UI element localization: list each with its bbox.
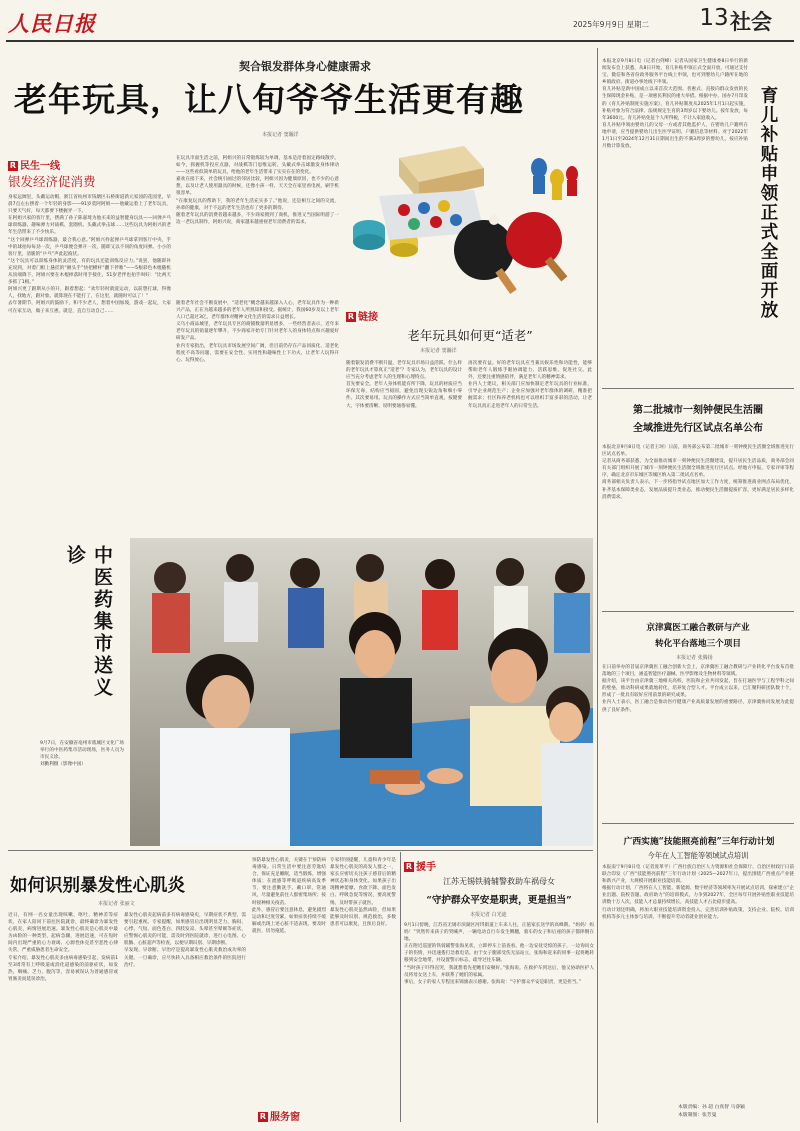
link-column-1: 随着银发消费不断升温，老年玩具市场日益活跃。什么样的老年玩具才算真正“适老”？专家认为，老年玩具的设计应当充分考虑老年人的生理和心理特点。 首先要安全。老年人身体机能有所下降，玩具的材质应当环保无毒，结构应当稳固，避免出现尖锐边角和细小零件。其次要易用。玩具的操作方式应当简单直观，按键要大、字体要清晰、说明要通俗易懂。 xyxy=(346,361,462,409)
link-tag-label: 链接 xyxy=(358,312,378,323)
divider-right-2 xyxy=(602,611,794,612)
service-tag xyxy=(258,1108,358,1123)
gx-headline: 广西实施“技能照亮前程”三年行动计划 xyxy=(623,837,775,847)
help-headline: “守护群众平安是职责，更是担当” xyxy=(426,895,572,906)
gx-body: 本报南宁9月8日电（记者庞革平）广西壮族自治区人力资源和社会保障厅、自治区财政厅日前联合印发《广西“技能照亮前程”三年行动计划（2025—2027年）》，提出围绕广西重点产业链和新兴产业，大规模开展职业技能培训。 根据行动计划，广西将在人工智能、新能源、数字经济等领域率先开展试点培训，探索建立“企业出题、院校答题、政府助力”的培训模式，力争到2027年，全区每年开展补贴性职业技能培训数十万人次，技能人才总量持续增长，高技能人才占比稳步提高。 行动计划还明确，将加大职业技能培训资金投入，完善培训补贴政策，支持企业、院校、培训机构等多元主体参与培训，不断提升劳动者就业创业能力。 xyxy=(602,865,794,920)
lead-column-3: 随着老年社会不断发展中，“适老化”概念越来越深入人心，老年玩具作为一种新兴产品，正在为越来越多的老年人所熟知和接受。据统计，我国60岁及以上老年人口已超过3亿，老年群体对精神文化生活的需求日益增长。 义乌小商品城里，老年玩具专区的商铺数量明显增多，一些经营者表示，近年来老年玩具的销量逐年攀升，不少商家开始专门针对老年人的身体特点和兴趣爱好研发产品。 业内专家指出，老年玩具市场发展空间广阔，但目前仍存在产品同质化、适老化程度不高等问题，需要在安全性、实用性和趣味性上下功夫，让老年人玩得开心、玩得放心。 xyxy=(176,301,339,363)
shop-body: 本报北京9月8日电（记者王珂）日前，商务部公布第二批城市一刻钟便民生活圈全域推进先行区试点名单。 记者从商务部获悉，为全面推动城市一刻钟便民生活圈建设，提升居民生活品质，商务部会同有关部门组织开展了城市一刻钟便民生活圈全域推进先行区试点。经地方申报、专家评审等程序，确定北京市东城区等城区纳入第二批试点名单。 商务部相关负责人表示，下一步将指导试点地区加大工作力度，统筹推进商业网点布局优化，补齐基本保障类业态，发展品质提升类业态，推动便民生活圈提质扩容，更好满足居民多样化消费需求。 xyxy=(602,445,794,500)
help-kicker: 江苏无锡铁骑辅警救助车祸母女 xyxy=(443,877,555,886)
link-column-2: 再次要有益。好的老年玩具应当兼具娱乐性和功能性，能够帮助老年人锻炼手眼协调能力、活跃思维、促进社交。此外，还要注重情感陪伴，满足老年人的精神需求。 业内人士建议，相关部门应加快制定老年玩具的行业标准，引导企业规范生产；企业应加强对老年群体的调研，精准把握需求；社区和养老机构也可以组织丰富多彩的活动，让老年玩具真正走进老年人的日常生活。 xyxy=(468,361,592,409)
help-byline: 本报记者 白光迪 xyxy=(470,912,507,918)
childcare-headline: 育儿补贴申领正式全面开放 xyxy=(758,86,778,320)
divider-right-column xyxy=(597,48,598,1123)
link-tag xyxy=(346,308,426,323)
photo-icon xyxy=(130,538,593,846)
lead-byline: 本报记者 窦瀚洋 xyxy=(262,132,299,138)
masthead-date: 2025年9月9日 星期二 xyxy=(573,20,650,29)
masthead-logo: 人民日报 xyxy=(8,11,96,36)
childcare-body: 本报北京9月8日电（记者白剑峰）记者从国家卫生健康委8日举行的新闻发布会上获悉，从8日开始，育儿补贴申领正式全面开放，可通过支付宝、微信和各省份政务服务平台线上申领，也可到婴幼儿户籍所在地的乡镇政府、街道办事处线下申领。 育儿补贴是新中国成立以来首次大范围、普惠式、直接向群众发放的民生保障现金补贴，是一项惠民利民的重大举措。根据中办、国办7月印发的《育儿补贴制度实施方案》，育儿补贴制度从2025年1月1日起实施，补贴对象为符合法律、法规规定生育的3周岁以下婴幼儿。按年发放，每年3600元。育儿补贴免征个人所得税，不计入家庭收入。 育儿补贴申领由婴幼儿的父母一方或者其他监护人，在婴幼儿户籍所在地申请，应当提供婴幼儿出生医学证明、户籍信息等材料。对于2022年1月1日至2024年12月31日期间出生的不满3周岁的婴幼儿，按应补贴月数计算发放。 xyxy=(602,59,748,150)
lead-kicker: 契合银发群体身心健康需求 xyxy=(239,60,371,73)
link-title: 老年玩具如何更“适老” xyxy=(407,328,533,343)
masthead-page-number: 13 xyxy=(699,5,729,31)
tag-marker-icon: R xyxy=(259,1112,267,1121)
toys-icon xyxy=(344,128,592,298)
tag-marker-icon: R xyxy=(405,862,413,871)
gx-subtitle: 今年在人工智能等领域试点培训 xyxy=(647,851,749,860)
heart-byline: 本报记者 张丽文 xyxy=(98,901,135,907)
help-tag xyxy=(404,858,484,873)
lead-headline: 老年玩具，让八旬爷爷生活更有趣 xyxy=(14,80,524,119)
heart-column-1: 近日，有网一名女童出现咳嗽、呕吐、精神差等症状，在家人陪同下前往医院就诊，最终确诊为暴发性心肌炎，病情进展迅速。暴发性心肌炎是心肌炎中最为凶险的一种类型，起病急骤，进展迅速，可在短时间内出现严重的心力衰竭、心源性休克甚至恶性心律失常，严重威胁患者生命安全。 专家介绍，暴发性心肌炎多由病毒感染引起，发病前1至3周常有上呼吸道或消化道感染的前驱症状，如发热、咽痛、乏力、腹泻等，容易被误认为普通感冒或胃肠炎而延误诊治。 xyxy=(8,913,118,982)
photo-caption: 9月7日，在安徽省亳州市谯城区文化广场举行的中医药集市活动现场，医务人员为市民义诊。 刘勤利摄（影像中国） xyxy=(40,741,124,767)
jjj-headline: 京津冀医工融合教研与产业 转化平台落地三个项目 xyxy=(646,623,750,649)
heart-column-3: 预防暴发性心肌炎，关键在于预防病毒感染。日常生活中要注意劳逸结合，保证充足睡眠，适当锻炼，增强体质；在流感等呼吸道疾病高发季节，要注意勤洗手、戴口罩、常通风，尽量避免前往人群密集场所；按时接种相关疫苗。 此外，感冒后要注意休息，避免剧烈运动和过度劳累，如果症状持续不缓解或出现上述心脏不适表现，要及时就医，切勿拖延。 xyxy=(252,858,326,934)
tag-marker-icon: R xyxy=(347,312,355,321)
divider-help xyxy=(400,852,401,1122)
help-tag-label: 援手 xyxy=(416,862,436,873)
masthead-section: 社会 xyxy=(730,10,772,34)
editors-credit: 本版责编：孙 超 白真智 马睿颖 本版制图：张芳曼 xyxy=(678,1105,745,1118)
heart-column-4: 专家特别提醒，儿童和青少年是暴发性心肌炎的高发人群之一，家长应密切关注孩子感冒后的精神状态和身体变化。如果孩子出现精神萎靡、食欲下降、面色发白、呼吸急促等情况，要高度警惕，及时带孩子就医。 暴发性心肌炎虽然凶险，但如果能够及时识别、规范救治，多数患者可以康复，且预后良好。 xyxy=(330,858,396,927)
heart-column-2: 暴发性心肌炎起病前多有病毒感染史，早期症状不典型，需要引起重视。专家提醒，如果感冒后出现明显乏力、胸闷、心悸、气短、面色苍白、四肢发凉、头晕甚至晕厥等症状，应警惕心肌炎的可能，需及时到医院就诊，进行心电图、心肌酶、心脏超声等检查，以便早期识别、早期诊断。 早发现、早诊断、早治疗是提高暴发性心肌炎救治成功率的关键。一旦确诊，应尽快转入具备相应救治条件的医院进行治疗。 xyxy=(124,913,246,968)
divider-right-1 xyxy=(602,388,794,389)
medical-fair-photo xyxy=(130,538,593,846)
heart-headline: 如何识别暴发性心肌炎 xyxy=(10,876,185,896)
lead-sub-tag-label: 民生一线 xyxy=(20,161,60,172)
lead-sub-tag xyxy=(8,157,118,172)
link-byline: 本报记者 窦瀚洋 xyxy=(420,348,457,354)
lead-column-2: 在玩具市面生活之前，阿姐兴的日常锻炼较为单调，基本是沿着固定路线散步。如今，抓握机等投应点器，对战棋等门思维运转，头戴式拳击球激发身体律动——这些看似简单的玩具，给他的老年生活带来了实实在在的变化。 嘉欢在接下来，社会统引画过的邻居比较，阿姐兴因为健康原因，也不少的心意想，以及让老人使用器具的时候，还像小孩一样，天天全在家里看电视，刷手机很容单。 “在康复玩具的帮助下，我的老年生活充实多了。”他说，还是相互之间的交流，孙辈的健康，对于不远的老年生活也有了更多的期待。 随着老年玩具的消费者越来越多，不少商家拥到了商机，推进又当国际明游了一边一老玩具制作，阿姐兴说，商家越来越重视老年消费者的需求。 xyxy=(176,156,339,225)
tag-marker-icon: R xyxy=(9,161,17,170)
jjj-body: 在日前举办的首届京津冀医工融合创新大会上，京津冀医工融合教研与产业转化平台发布首批落地的三个项目，涵盖智能医疗器械、医学影像及生物材料等领域。 据介绍，该平台由京津冀三地相关高校、医院和企业共同发起，旨在打通医学与工程学科之间的壁垒，推动科研成果就地转化，培养复合型人才。平台成立以来，已汇聚科研团队数十个，形成了一批具有较好应用前景的研究成果。 业内人士表示，医工融合是推动医疗健康产业高质量发展的重要路径，京津冀协同发展为此提供了良好条件。 xyxy=(602,665,794,713)
help-body: 9月1日傍晚，江苏省无锡市滨湖区河埒街道上车来人往，正值家长送学的高峰期。“妈妈！妈妈！”突然传来孩子的哭喊声，一辆电动自行车发生侧翻，骑车的女子和后座的孩子都摔倒在地。 正在附近巡逻的铁骑辅警张海见状，立即停车上前查看。他一边安抚受惊的孩子，一边询问女子的伤情，并迅速拨打急救电话。由于女子腿部受伤无法站立，张海和赶来的同事一起将她转移到安全地带，并设置警示标志，疏导过往车辆。 “当时孩子吓得直哭，我就想着先把她们安顿好。”张海说。在救护车到达后，他又协助医护人员将母女送上车，并联系了她们的家属。 事后，女子的家人专程送来锦旗表示感谢。张海说：“守护群众平安是职责，更是担当。” xyxy=(404,923,594,985)
shop-headline: 第二批城市一刻钟便民生活圈 全域推进先行区试点名单公布 xyxy=(633,405,763,434)
masthead-rule xyxy=(6,40,794,42)
toys-illustration xyxy=(344,128,592,298)
lead-sub-title: 银发经济促消费 xyxy=(8,174,96,189)
jjj-byline: 本报记者 张腾扬 xyxy=(676,655,713,661)
photo-vertical-title: 中医药集市送义诊 xyxy=(64,545,113,699)
divider-right-3 xyxy=(602,823,794,824)
service-tag-label: 服务窗 xyxy=(270,1112,300,1123)
divider-mid-left xyxy=(8,850,593,851)
lead-column-1: 身家远阔里，头戴运动帽，浙江省杭州市钱塘区石桥街道新元家园的花园里，早晨7点左右摆着一个年轻的身影——91岁莫阿阿姐——他戴运着上了老年玩具，只要天气好，每天都要下楼握弄一下。 在阿姐兴家的客厅里，摆满了孙子陈嘉琦为他买来的益智健身玩具——回弹乒乓球训练器、趣味弹力对战棋、套圈机、头戴式拳击球……这些玩具为阿姐兴的老年生活带来了不少快乐。 “这个回弹乒乓球训练器，最合我心意。”阿姐兴拎起弹乒乓球拿到客厅中央，手中的球拍每每劲一次，乒乓球便会弹开一次，随即又以不同的角度回弹。小小的客厅里，清脆的“乒乓”声此起彼伏。 “这个玩具可以训练身体的灵活度，有的玩具还能训练反应力。”说罢，他随即补充说到，对着门框上悬挂的“额头手”快把横杆“翻下伴唯”——5根彩色木棍随机从顶端降下，阿姐兴要在木棍掉落时用手接住，51岁老伴也拍手叫好：“比两天多抓了1根。” 阿姐兴更了跟斯从小的开，跟着想起：“欢年轻时就爱运动，以前想打球，得像人，找地方，跟对象。就算现在不能打了，在这里，就随时可以了！” 去年暑期节，阿姐兴的鼓励下，和不少老人，想着中国加坡，游戏一起玩，大家可在家互动，做子来互惠，就是，直自互动自己…… xyxy=(8,195,171,314)
